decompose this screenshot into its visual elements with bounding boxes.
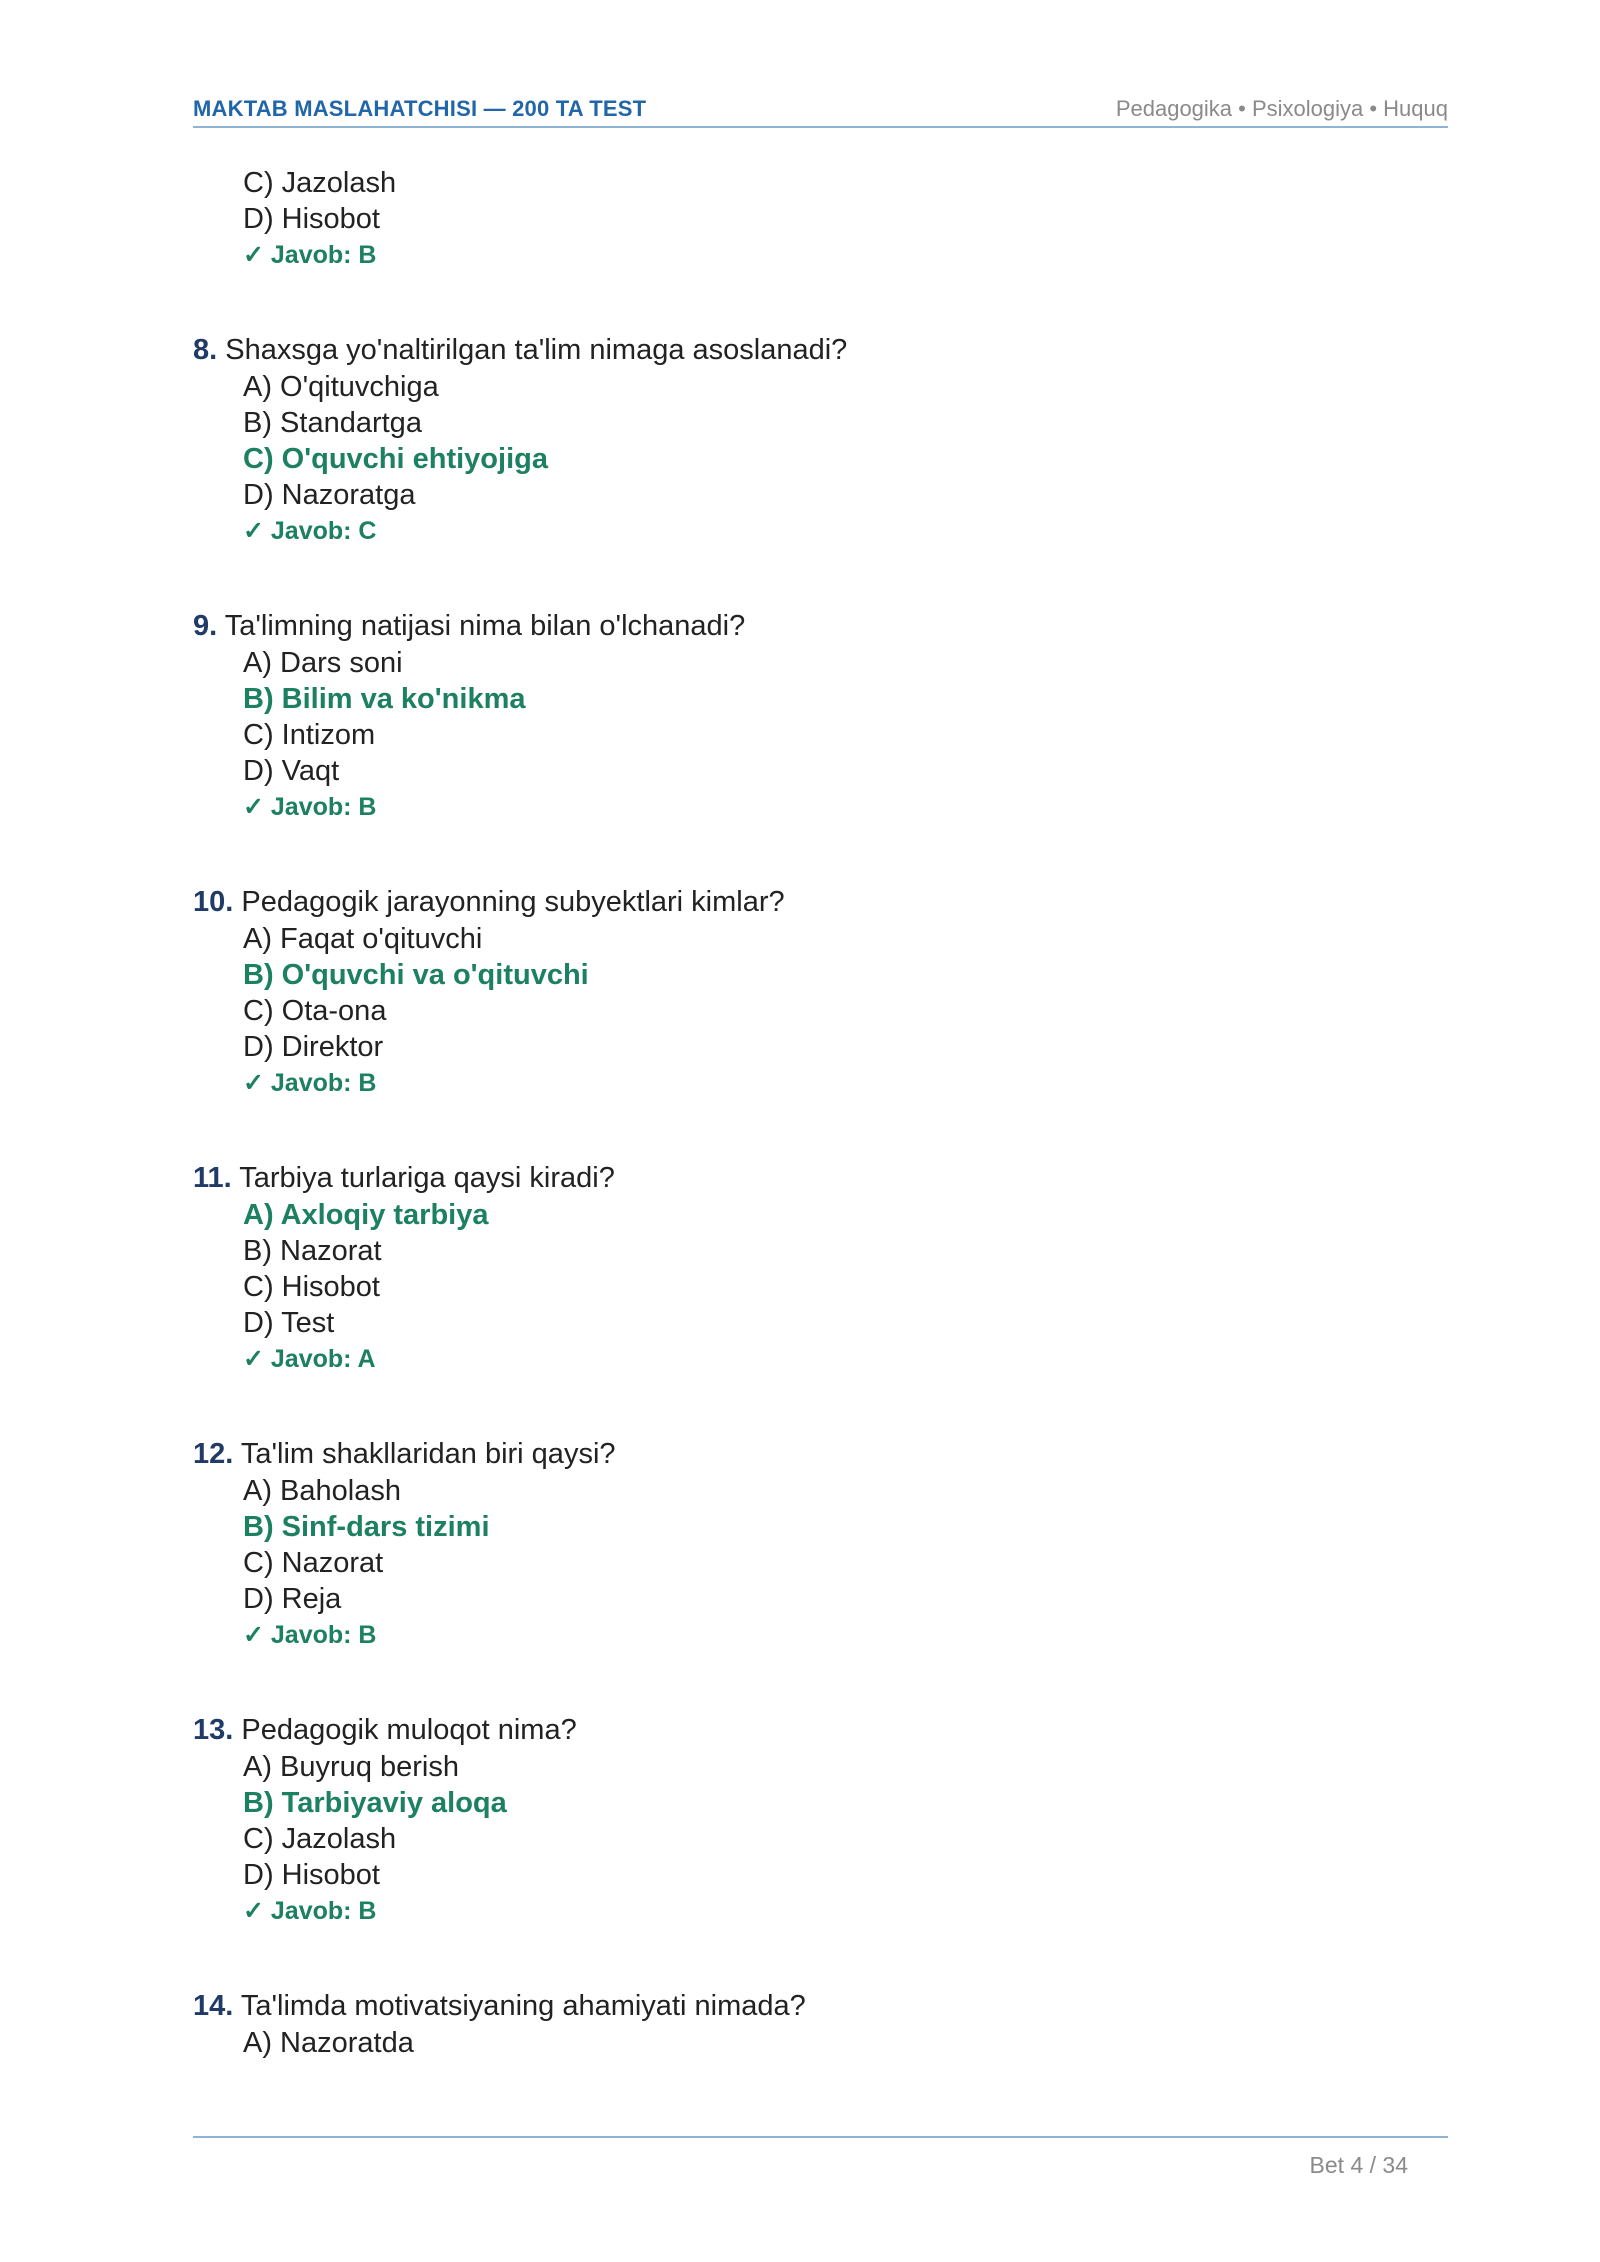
option: B) Nazorat <box>243 1235 382 1267</box>
question-block <box>193 331 1448 549</box>
answer-key: ✓ Javob: B <box>243 241 377 269</box>
option: A) O'qituvchiga <box>243 371 439 403</box>
question-number: 8. <box>193 334 218 366</box>
option: D) Hisobot <box>243 203 380 235</box>
options-list <box>243 1749 1448 1929</box>
correct-option: A) Axloqiy tarbiya <box>243 1199 489 1231</box>
option: C) Ota-ona <box>243 995 387 1027</box>
answer-key: ✓ Javob: A <box>243 1345 376 1373</box>
option: D) Reja <box>243 1583 342 1615</box>
question-text: Pedagogik jarayonning subyektlari kimlar? <box>241 886 785 918</box>
question-text-line <box>193 1435 1448 1473</box>
options-list <box>243 1473 1448 1653</box>
question-block <box>193 883 1448 1101</box>
answer-key: ✓ Javob: B <box>243 793 377 821</box>
question-text: Ta'limning natijasi nima bilan o'lchanadi? <box>224 610 746 642</box>
option: C) Hisobot <box>243 1271 380 1303</box>
question-block <box>193 607 1448 825</box>
question-text: Pedagogik muloqot nima? <box>241 1714 577 1746</box>
correct-option: B) O'quvchi va o'qituvchi <box>243 959 589 991</box>
options-list <box>243 2025 1448 2061</box>
options-list <box>243 921 1448 1101</box>
option: A) Baholash <box>243 1475 401 1507</box>
continued-question <box>243 165 1448 273</box>
page-number: Bet 4 / 34 <box>1309 2152 1408 2178</box>
question-text-line <box>193 1987 1448 2025</box>
question-list <box>193 331 1448 2061</box>
question-number: 14. <box>193 1990 234 2022</box>
page-header <box>193 94 1448 128</box>
question-text-line <box>193 1711 1448 1749</box>
option: B) Standartga <box>243 407 422 439</box>
option: A) Dars soni <box>243 647 403 679</box>
question-text-line <box>193 331 1448 369</box>
question-text: Tarbiya turlariga qaysi kiradi? <box>239 1162 615 1194</box>
options-list <box>243 369 1448 549</box>
question-number: 9. <box>193 610 218 642</box>
option: A) Buyruq berish <box>243 1751 459 1783</box>
question-block <box>193 1987 1448 2061</box>
question-number: 12. <box>193 1438 234 1470</box>
header-categories: Pedagogika • Psixologiya • Huquq <box>1115 96 1448 121</box>
correct-option: B) Sinf-dars tizimi <box>243 1511 490 1543</box>
question-text-line <box>193 607 1448 645</box>
question-text: Ta'lim shakllaridan biri qaysi? <box>240 1438 616 1470</box>
option: D) Nazoratga <box>243 479 416 511</box>
options-list <box>243 1197 1448 1377</box>
question-number: 10. <box>193 886 234 918</box>
answer-key: ✓ Javob: B <box>243 1069 377 1097</box>
test-content <box>193 165 1448 2061</box>
option: D) Vaqt <box>243 755 340 787</box>
option: C) Jazolash <box>243 167 397 199</box>
option: C) Jazolash <box>243 1823 397 1855</box>
question-text-line <box>193 883 1448 921</box>
header-title: MAKTAB MASLAHATCHISI — 200 TA TEST <box>193 96 647 121</box>
correct-option: B) Bilim va ko'nikma <box>243 683 526 715</box>
question-text-line <box>193 1159 1448 1197</box>
option: D) Direktor <box>243 1031 384 1063</box>
option: D) Hisobot <box>243 1859 380 1891</box>
correct-option: C) O'quvchi ehtiyojiga <box>243 443 548 475</box>
answer-key: ✓ Javob: B <box>243 1621 377 1649</box>
question-block <box>193 1711 1448 1929</box>
correct-option: B) Tarbiyaviy aloqa <box>243 1787 507 1819</box>
option: C) Intizom <box>243 719 376 751</box>
answer-key: ✓ Javob: C <box>243 517 377 545</box>
options-list <box>243 645 1448 825</box>
question-number: 13. <box>193 1714 234 1746</box>
question-text: Shaxsga yo'naltirilgan ta'lim nimaga asoslanadi? <box>225 334 848 366</box>
answer-key: ✓ Javob: B <box>243 1897 377 1925</box>
question-number: 11. <box>193 1162 232 1194</box>
question-block <box>193 1435 1448 1653</box>
option: C) Nazorat <box>243 1547 384 1579</box>
option: A) Faqat o'qituvchi <box>243 923 483 955</box>
question-text: Ta'limda motivatsiyaning ahamiyati nimada? <box>240 1990 806 2022</box>
question-block <box>193 1159 1448 1377</box>
option: D) Test <box>243 1307 335 1339</box>
page-footer <box>193 2136 1448 2178</box>
option: A) Nazoratda <box>243 2027 414 2059</box>
